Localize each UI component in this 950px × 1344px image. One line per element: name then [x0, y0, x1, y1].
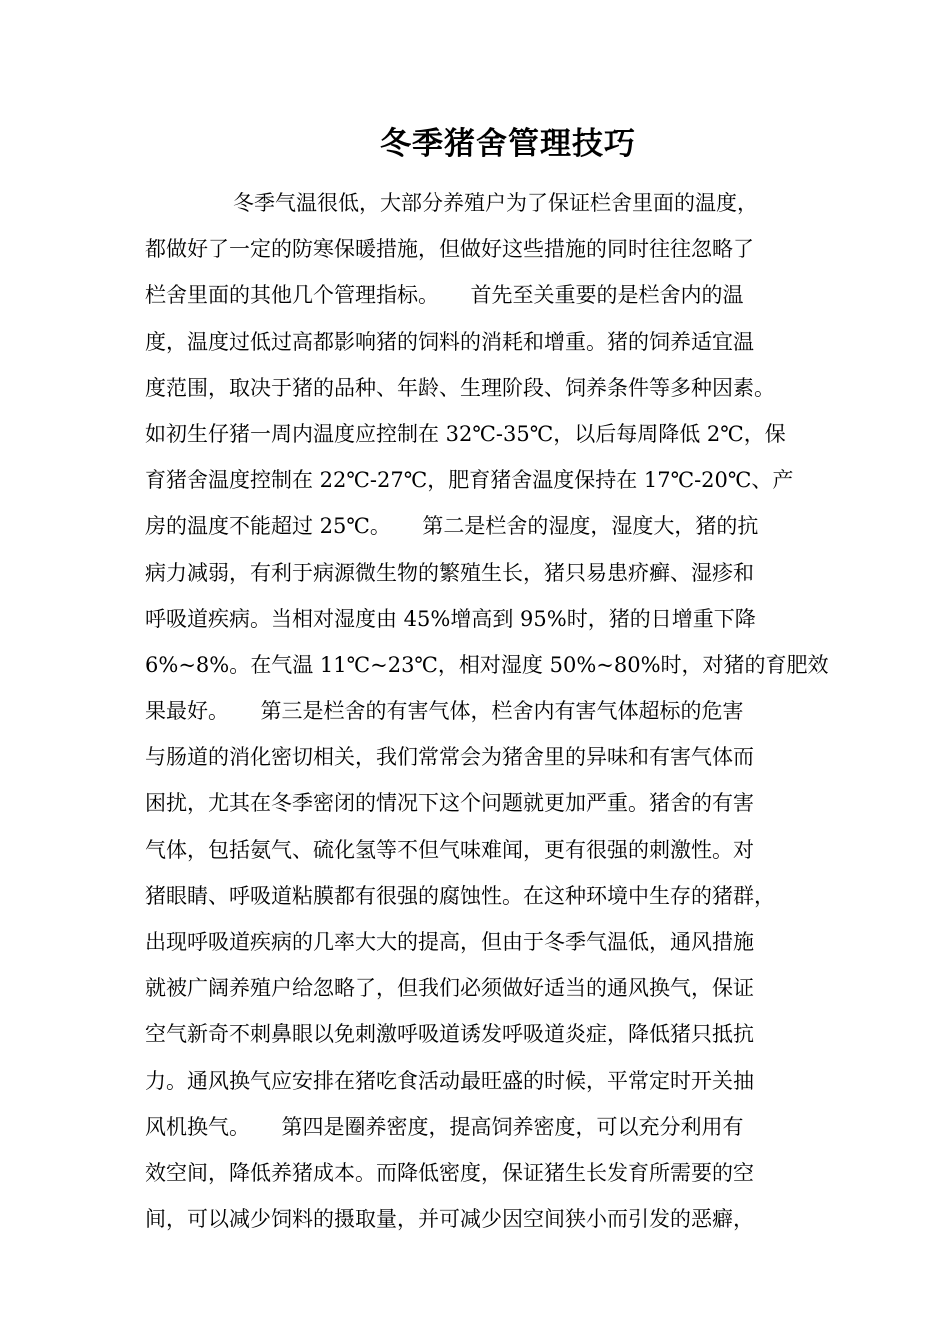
body-line: 度范围，取决于猪的品种、年龄、生理阶段、饲养条件等多种因素。 — [145, 375, 775, 400]
body-line: 如初生仔猪一周内温度应控制在 32℃-35℃，以后每周降低 2℃，保 — [145, 421, 786, 446]
body-line: 冬季气温很低，大部分养殖户为了保证栏舍里面的温度， — [233, 191, 758, 215]
body-line: 力。通风换气应安排在猪吃食活动最旺盛的时候，平常定时开关抽 — [145, 1068, 754, 1093]
body-line: 气体，包括氨气、硫化氢等不但气味难闻，更有很强的刺激性。对 — [145, 837, 754, 862]
body-line: 病力减弱，有利于病源微生物的繁殖生长，猪只易患疥癣、湿疹和 — [145, 560, 754, 585]
document-body — [145, 180, 829, 1242]
body-line: 出现呼吸道疾病的几率大大的提高，但由于冬季气温低，通风措施 — [145, 930, 754, 954]
body-line: 与肠道的消化密切相关，我们常常会为猪舍里的异味和有害气体而 — [145, 745, 754, 770]
body-line: 果最好。 第三是栏舍的有害气体，栏舍内有害气体超标的危害 — [145, 699, 744, 724]
body-line: 6%~8%。在气温 11℃~23℃，相对湿度 50%~80%时，对猪的育肥效 — [145, 652, 829, 677]
body-line: 都做好了一定的防寒保暖措施，但做好这些措施的同时往往忽略了 — [145, 237, 754, 262]
body-line: 风机换气。 第四是圈养密度，提高饲养密度，可以充分利用有 — [145, 1114, 744, 1139]
body-line: 房的温度不能超过 25℃。 第二是栏舍的湿度，湿度大，猪的抗 — [145, 514, 759, 539]
body-line: 效空间，降低养猪成本。而降低密度，保证猪生长发育所需要的空 — [145, 1160, 754, 1185]
body-line: 困扰，尤其在冬季密闭的情况下这个问题就更加严重。猪舍的有害 — [145, 791, 754, 816]
body-line: 育猪舍温度控制在 22℃-27℃，肥育猪舍温度保持在 17℃-20℃、产 — [145, 468, 794, 493]
document-title: 冬季猪舍管理技巧 — [380, 126, 636, 162]
body-line: 空气新奇不刺鼻眼以免刺激呼吸道诱发呼吸道炎症，降低猪只抵抗 — [145, 1022, 754, 1047]
body-line: 间，可以减少饲料的摄取量，并可减少因空间狭小而引发的恶癖， — [145, 1207, 754, 1232]
body-line: 呼吸道疾病。当相对湿度由 45%增高到 95%时，猪的日增重下降 — [145, 606, 756, 631]
body-line: 就被广阔养殖户给忽略了，但我们必须做好适当的通风换气，保证 — [145, 976, 754, 1001]
body-line: 猪眼睛、呼吸道粘膜都有很强的腐蚀性。在这种环境中生存的猪群， — [145, 883, 775, 908]
body-line: 度，温度过低过高都影响猪的饲料的消耗和增重。猪的饲养适宜温 — [145, 329, 754, 354]
body-line: 栏舍里面的其他几个管理指标。 首先至关重要的是栏舍内的温 — [145, 283, 744, 308]
